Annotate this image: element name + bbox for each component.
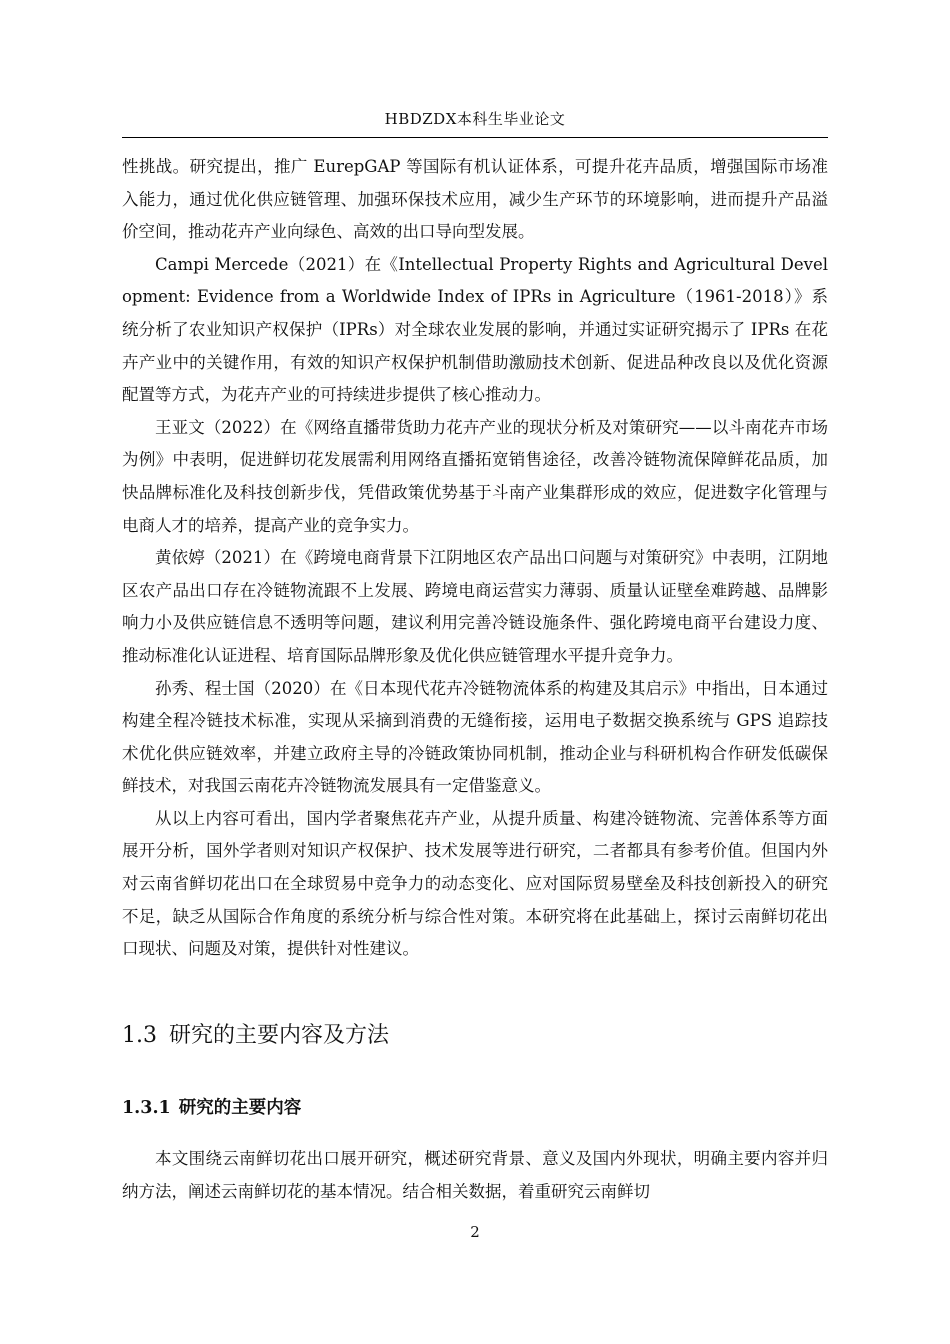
section-heading-1-3 <box>122 1020 389 1052</box>
paragraph-continuation: 性挑战。研究提出，推广 EurepGAP 等国际有机认证体系，可提升花卉品质，增强国际市场准入能力，通过优化供应链管理、加强环保技术应用，减少生产环节的环境影响，进而提升产品溢价空间，推动花卉产业向绿色、高效的出口导向型发展。 <box>122 157 828 242</box>
section-title: 研究的主要内容及方法 <box>169 1023 390 1048</box>
header-rule <box>122 137 828 138</box>
page-number: 2 <box>470 1223 480 1241</box>
body-text-top <box>122 151 828 966</box>
paragraph-sun-xiu: 孙秀、程士国（2020）在《日本现代花卉冷链物流体系的构建及其启示》中指出，日本通过构建全程冷链技术标准，实现从采摘到消费的无缝衔接，运用电子数据交换系统与 GPS 追踪技术优化供应链效率，并建立政府主导的冷链政策协同机制，推动企业与科研机构合作研发低碳保鲜技术，对我国云南花卉冷链物流发展具有一定借鉴意义。 <box>122 678 828 796</box>
subsection-heading-1-3-1 <box>122 1094 301 1122</box>
subsection-title: 研究的主要内容 <box>178 1098 302 1118</box>
paragraph-wang-yawen: 王亚文（2022）在《网络直播带货助力花卉产业的现状分析及对策研究——以斗南花卉市场为例》中表明，促进鲜切花发展需利用网络直播拓宽销售途径，改善冷链物流保障鲜花品质，加快品牌标准化及科技创新步伐，凭借政策优势基于斗南产业集群形成的效应，促进数字化管理与电商人才的培养，提高产业的竞争实力。 <box>122 417 828 535</box>
section-number: 1.3 <box>122 1023 157 1048</box>
paragraph-campi-mercede: Campi Mercede（2021）在《Intellectual Property Rights and Agricultural Development: Evidence from a Worldwide Index of IPRs in Agriculture（1961-2018）》系统分析了农业知识产权保护（IPRs）对全球农业发展的影响，并通过实证研究揭示了 IPRs 在花卉产业中的关键作用，有效的知识产权保护机制借助激励技术创新、促进品种改良以及优化资源配置等方式，为花卉产业的可持续进步提供了核心推动力。 <box>122 254 828 405</box>
body-text-bottom <box>122 1143 828 1208</box>
subsection-number: 1.3.1 <box>122 1098 171 1118</box>
paragraph-summary: 从以上内容可看出，国内学者聚焦花卉产业，从提升质量、构建冷链物流、完善体系等方面展开分析，国外学者则对知识产权保护、技术发展等进行研究，二者都具有参考价值。但国内外对云南省鲜切花出口在全球贸易中竞争力的动态变化、应对国际贸易壁垒及科技创新投入的研究不足，缺乏从国际合作角度的系统分析与综合性对策。本研究将在此基础上，探讨云南鲜切花出口现状、问题及对策，提供针对性建议。 <box>122 808 828 959</box>
running-header: HBDZDX本科生毕业论文 <box>384 110 566 128</box>
paragraph-main-content: 本文围绕云南鲜切花出口展开研究，概述研究背景、意义及国内外现状，明确主要内容并归纳方法，阐述云南鲜切花的基本情况。结合相关数据，着重研究云南鲜切 <box>122 1149 828 1201</box>
paragraph-huang-yiting: 黄依婷（2021）在《跨境电商背景下江阴地区农产品出口问题与对策研究》中表明，江阴地区农产品出口存在冷链物流跟不上发展、跨境电商运营实力薄弱、质量认证壁垒难跨越、品牌影响力小及供应链信息不透明等问题，建议利用完善冷链设施条件、强化跨境电商平台建设力度、推动标准化认证进程、培育国际品牌形象及优化供应链管理水平提升竞争力。 <box>122 548 828 665</box>
